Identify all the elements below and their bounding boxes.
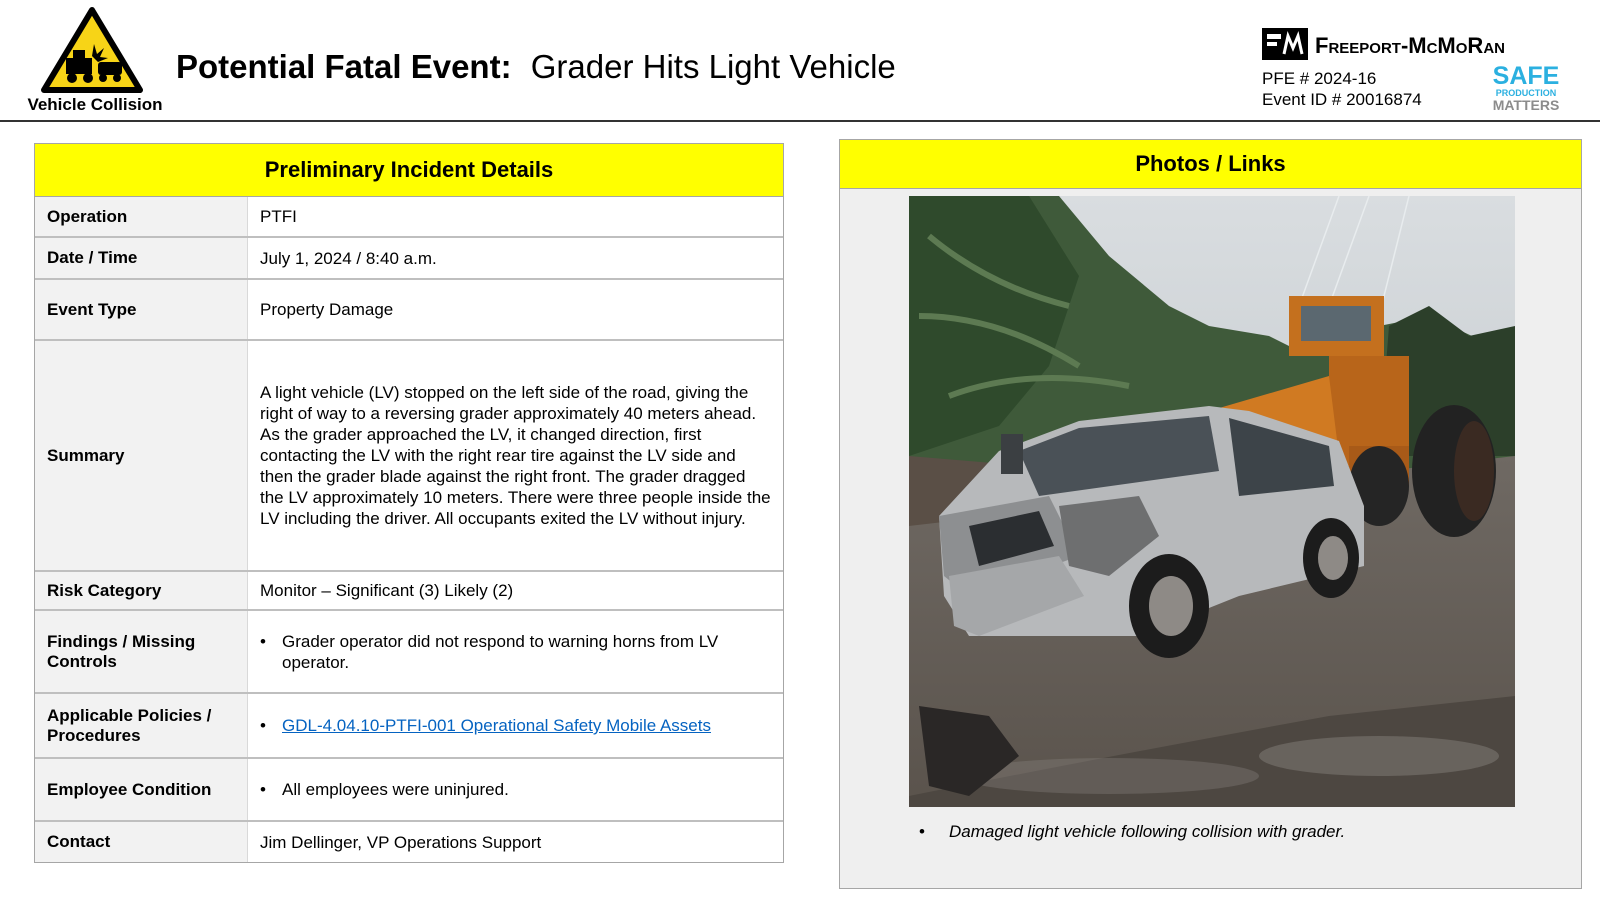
operation-value: PTFI xyxy=(260,207,297,226)
header-divider xyxy=(0,120,1600,122)
event-type-label: Event Type xyxy=(35,279,248,340)
photos-heading: Photos / Links xyxy=(840,140,1581,189)
event-type-value: Property Damage xyxy=(248,279,784,340)
policies-label: Applicable Policies / Procedures xyxy=(35,693,248,758)
list-item xyxy=(260,715,771,736)
contact-label: Contact xyxy=(35,821,248,862)
policy-link[interactable]: GDL-4.04.10-PTFI-001 Operational Safety Mobile Assets xyxy=(282,716,711,735)
details-table xyxy=(35,197,783,862)
incident-photo[interactable] xyxy=(909,196,1515,807)
safe-logo-line3: MATTERS xyxy=(1492,97,1560,113)
policies-value xyxy=(248,693,784,758)
event-id: Event ID # 20016874 xyxy=(1262,90,1422,109)
bullet-icon: • xyxy=(260,780,266,799)
company-logo-block xyxy=(1262,28,1562,116)
bullet-icon: • xyxy=(919,822,925,841)
table-row xyxy=(35,693,783,758)
bullet-icon: • xyxy=(260,716,266,735)
table-row xyxy=(35,279,783,340)
company-name: Freeport-McMoRan xyxy=(1315,33,1505,58)
table-row xyxy=(35,197,783,237)
table-row xyxy=(35,571,783,610)
freeport-mcmoran-logo xyxy=(1262,28,1308,60)
contact-value: Jim Dellinger, VP Operations Support xyxy=(248,821,784,862)
datetime-label: Date / Time xyxy=(35,237,248,279)
condition-bullet-text: All employees were uninjured. xyxy=(282,780,509,799)
safe-logo-line1: SAFE xyxy=(1492,62,1560,90)
pfe-number: PFE # 2024-16 xyxy=(1262,69,1377,88)
table-row xyxy=(35,610,783,693)
findings-label: Findings / Missing Controls xyxy=(35,610,248,693)
risk-value: Monitor – Significant (3) Likely (2) xyxy=(248,571,784,610)
details-heading: Preliminary Incident Details xyxy=(35,144,783,197)
condition-value xyxy=(248,758,784,821)
table-row xyxy=(35,758,783,821)
table-row xyxy=(35,340,783,571)
photo-caption-text: Damaged light vehicle following collision with grader. xyxy=(949,822,1346,841)
list-item xyxy=(260,631,771,673)
findings-bullet-text: Grader operator did not respond to warning horns from LV operator. xyxy=(282,631,719,672)
datetime-value: July 1, 2024 / 8:40 a.m. xyxy=(248,237,784,279)
title-rest: Grader Hits Light Vehicle xyxy=(530,48,896,85)
condition-label: Employee Condition xyxy=(35,758,248,821)
safe-production-matters-logo xyxy=(1486,64,1566,114)
risk-label: Risk Category xyxy=(35,571,248,610)
title-bold: Potential Fatal Event: xyxy=(176,48,512,85)
page-header xyxy=(0,0,1600,121)
summary-label: Summary xyxy=(35,340,248,571)
table-row xyxy=(35,821,783,862)
bullet-icon: • xyxy=(260,631,266,651)
findings-value xyxy=(248,610,784,693)
table-row xyxy=(35,237,783,279)
summary-value: A light vehicle (LV) stopped on the left side of the road, giving the right of way to a reversing grader approximately 40 meters ahead. As the grader approached the LV, it changed direction, first contacting the LV with the right rear tire against the LV side and then the grader blade against the right front. The grader dragged the LV approximately 10 meters. There were three people inside the LV including the driver. All occupants exited the LV without injury. xyxy=(248,340,784,571)
page-title xyxy=(176,48,896,86)
list-item xyxy=(260,779,771,800)
vehicle-collision-warning-icon xyxy=(40,6,144,94)
photos-panel xyxy=(839,139,1582,889)
incident-details-panel xyxy=(34,143,784,863)
operation-label: Operation xyxy=(35,197,248,237)
icon-caption: Vehicle Collision xyxy=(27,95,163,114)
photo-caption xyxy=(919,822,1345,842)
safe-logo-line2: PRODUCTION xyxy=(1495,88,1557,98)
